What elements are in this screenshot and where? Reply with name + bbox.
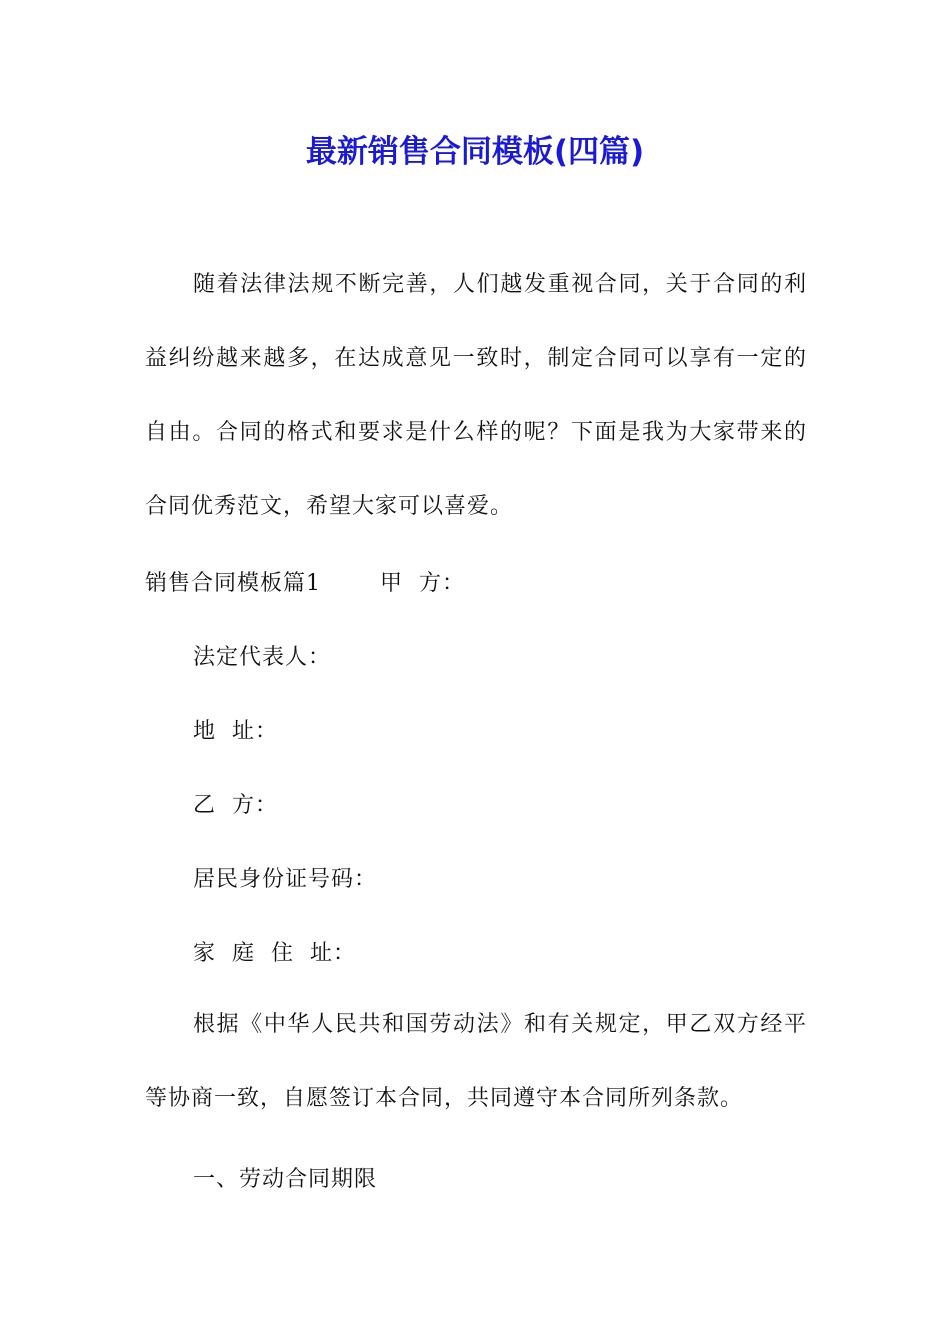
id-number-label: 居民身份证号码：	[193, 867, 378, 892]
legal-representative-label: 法定代表人：	[193, 645, 332, 670]
address-label: 地 址：	[193, 719, 278, 744]
basis-paragraph: 根据《中华人民共和国劳动法》和有关规定，甲乙双方经平等协商一致，自愿签订本合同，共同遵守本合同所列条款。	[145, 1012, 807, 1111]
party-b-label: 乙 方：	[193, 793, 278, 818]
clause-one-heading: 一、劳动合同期限	[193, 1167, 378, 1192]
home-address-label: 家 庭 住 址：	[193, 941, 356, 966]
party-a-label: 甲 方：	[380, 571, 465, 596]
section-heading: 销售合同模板篇1	[145, 571, 321, 596]
intro-paragraph: 随着法律法规不断完善，人们越发重视合同，关于合同的利益纠纷越来越多，在达成意见一致时，制定合同可以享有一定的自由。合同的格式和要求是什么样的呢？下面是我为大家带来的合同优秀范文，希望大家可以喜爱。	[145, 272, 807, 519]
document-title: 最新销售合同模板(四篇)	[305, 134, 645, 170]
